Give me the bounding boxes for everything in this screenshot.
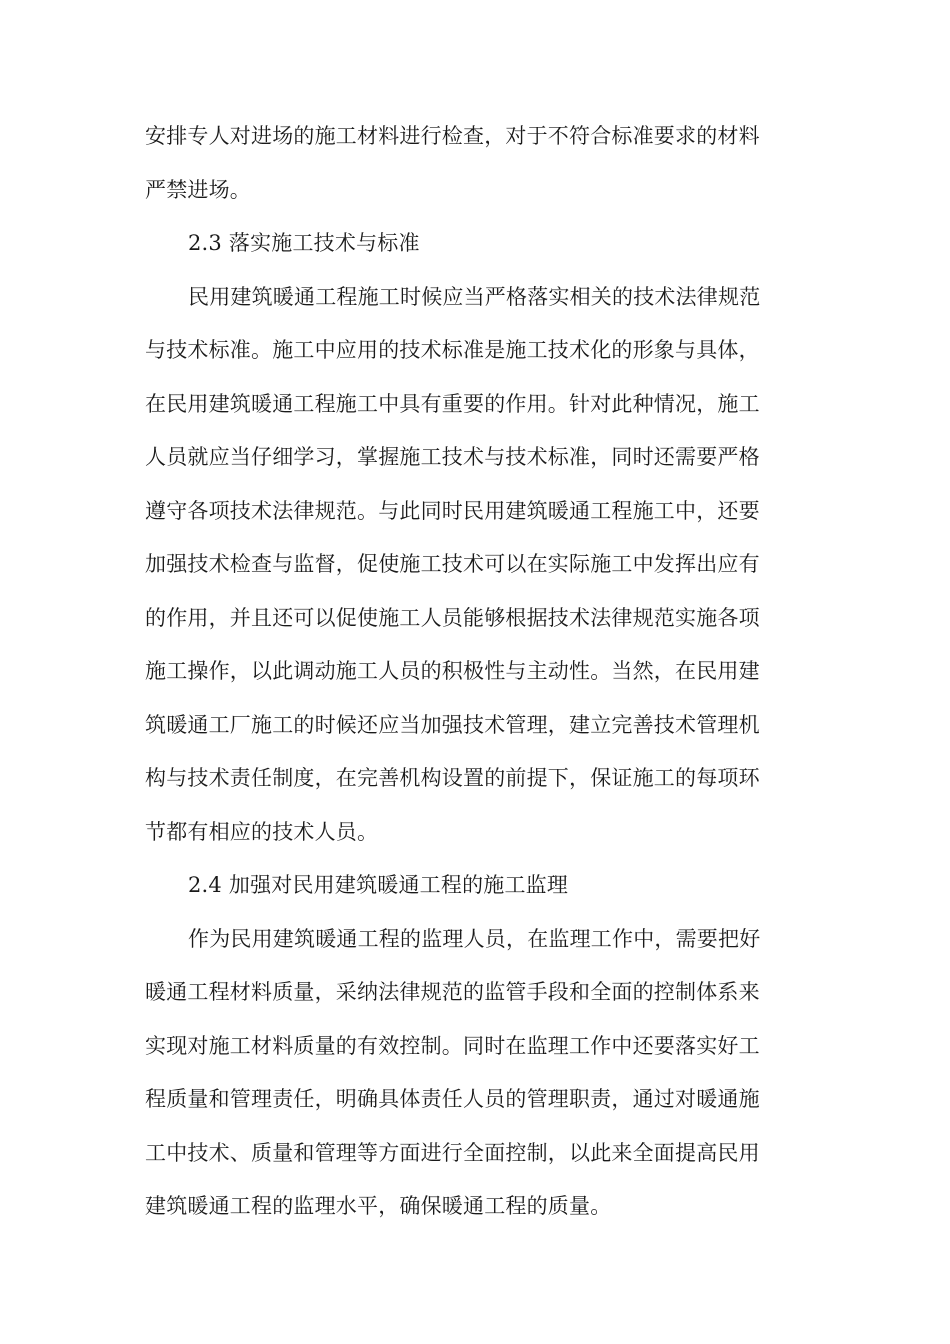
paragraph-line: 工中技术、质量和管理等方面进行全面控制，以此来全面提高民用 [145, 1140, 760, 1165]
paragraph-line: 遵守各项技术法律规范。与此同时民用建筑暖通工程施工中，还要 [145, 498, 760, 523]
paragraph-line: 节都有相应的技术人员。 [145, 819, 379, 844]
paragraph-line: 与技术标准。施工中应用的技术标准是施工技术化的形象与具体， [145, 338, 760, 362]
paragraph-line: 作为民用建筑暖通工程的监理人员，在监理工作中，需要把好 [188, 926, 761, 951]
paragraph-line: 程质量和管理责任，明确具体责任人员的管理职责，通过对暖通施 [145, 1087, 760, 1111]
section-heading-2-4: 2.4 加强对民用建筑暖通工程的施工监理 [188, 873, 569, 897]
paragraph-line: 施工操作，以此调动施工人员的积极性与主动性。当然，在民用建 [145, 659, 760, 683]
paragraph-line: 严禁进场。 [145, 177, 251, 202]
paragraph-line: 民用建筑暖通工程施工时候应当严格落实相关的技术法律规范 [188, 284, 761, 309]
paragraph-line: 筑暖通工厂施工的时候还应当加强技术管理，建立完善技术管理机 [145, 712, 760, 737]
paragraph-line: 人员就应当仔细学习，掌握施工技术与技术标准，同时还需要严格 [145, 445, 760, 469]
paragraph-line: 加强技术检查与监督，促使施工技术可以在实际施工中发挥出应有 [145, 552, 760, 576]
paragraph-line: 实现对施工材料质量的有效控制。同时在监理工作中还要落实好工 [145, 1033, 760, 1058]
paragraph-line: 建筑暖通工程的监理水平，确保暖通工程的质量。 [145, 1194, 612, 1218]
section-heading-2-3: 2.3 落实施工技术与标准 [188, 231, 420, 255]
paragraph-line: 构与技术责任制度，在完善机构设置的前提下，保证施工的每项环 [145, 766, 760, 790]
paragraph-line: 在民用建筑暖通工程施工中具有重要的作用。针对此种情况，施工 [145, 391, 760, 416]
document-body [145, 110, 795, 1234]
paragraph-line: 安排专人对进场的施工材料进行检查，对于不符合标准要求的材料 [145, 124, 760, 148]
paragraph-line: 暖通工程材料质量，采纳法律规范的监管手段和全面的控制体系来 [145, 980, 760, 1004]
paragraph-line: 的作用，并且还可以促使施工人员能够根据技术法律规范实施各项 [145, 605, 760, 630]
